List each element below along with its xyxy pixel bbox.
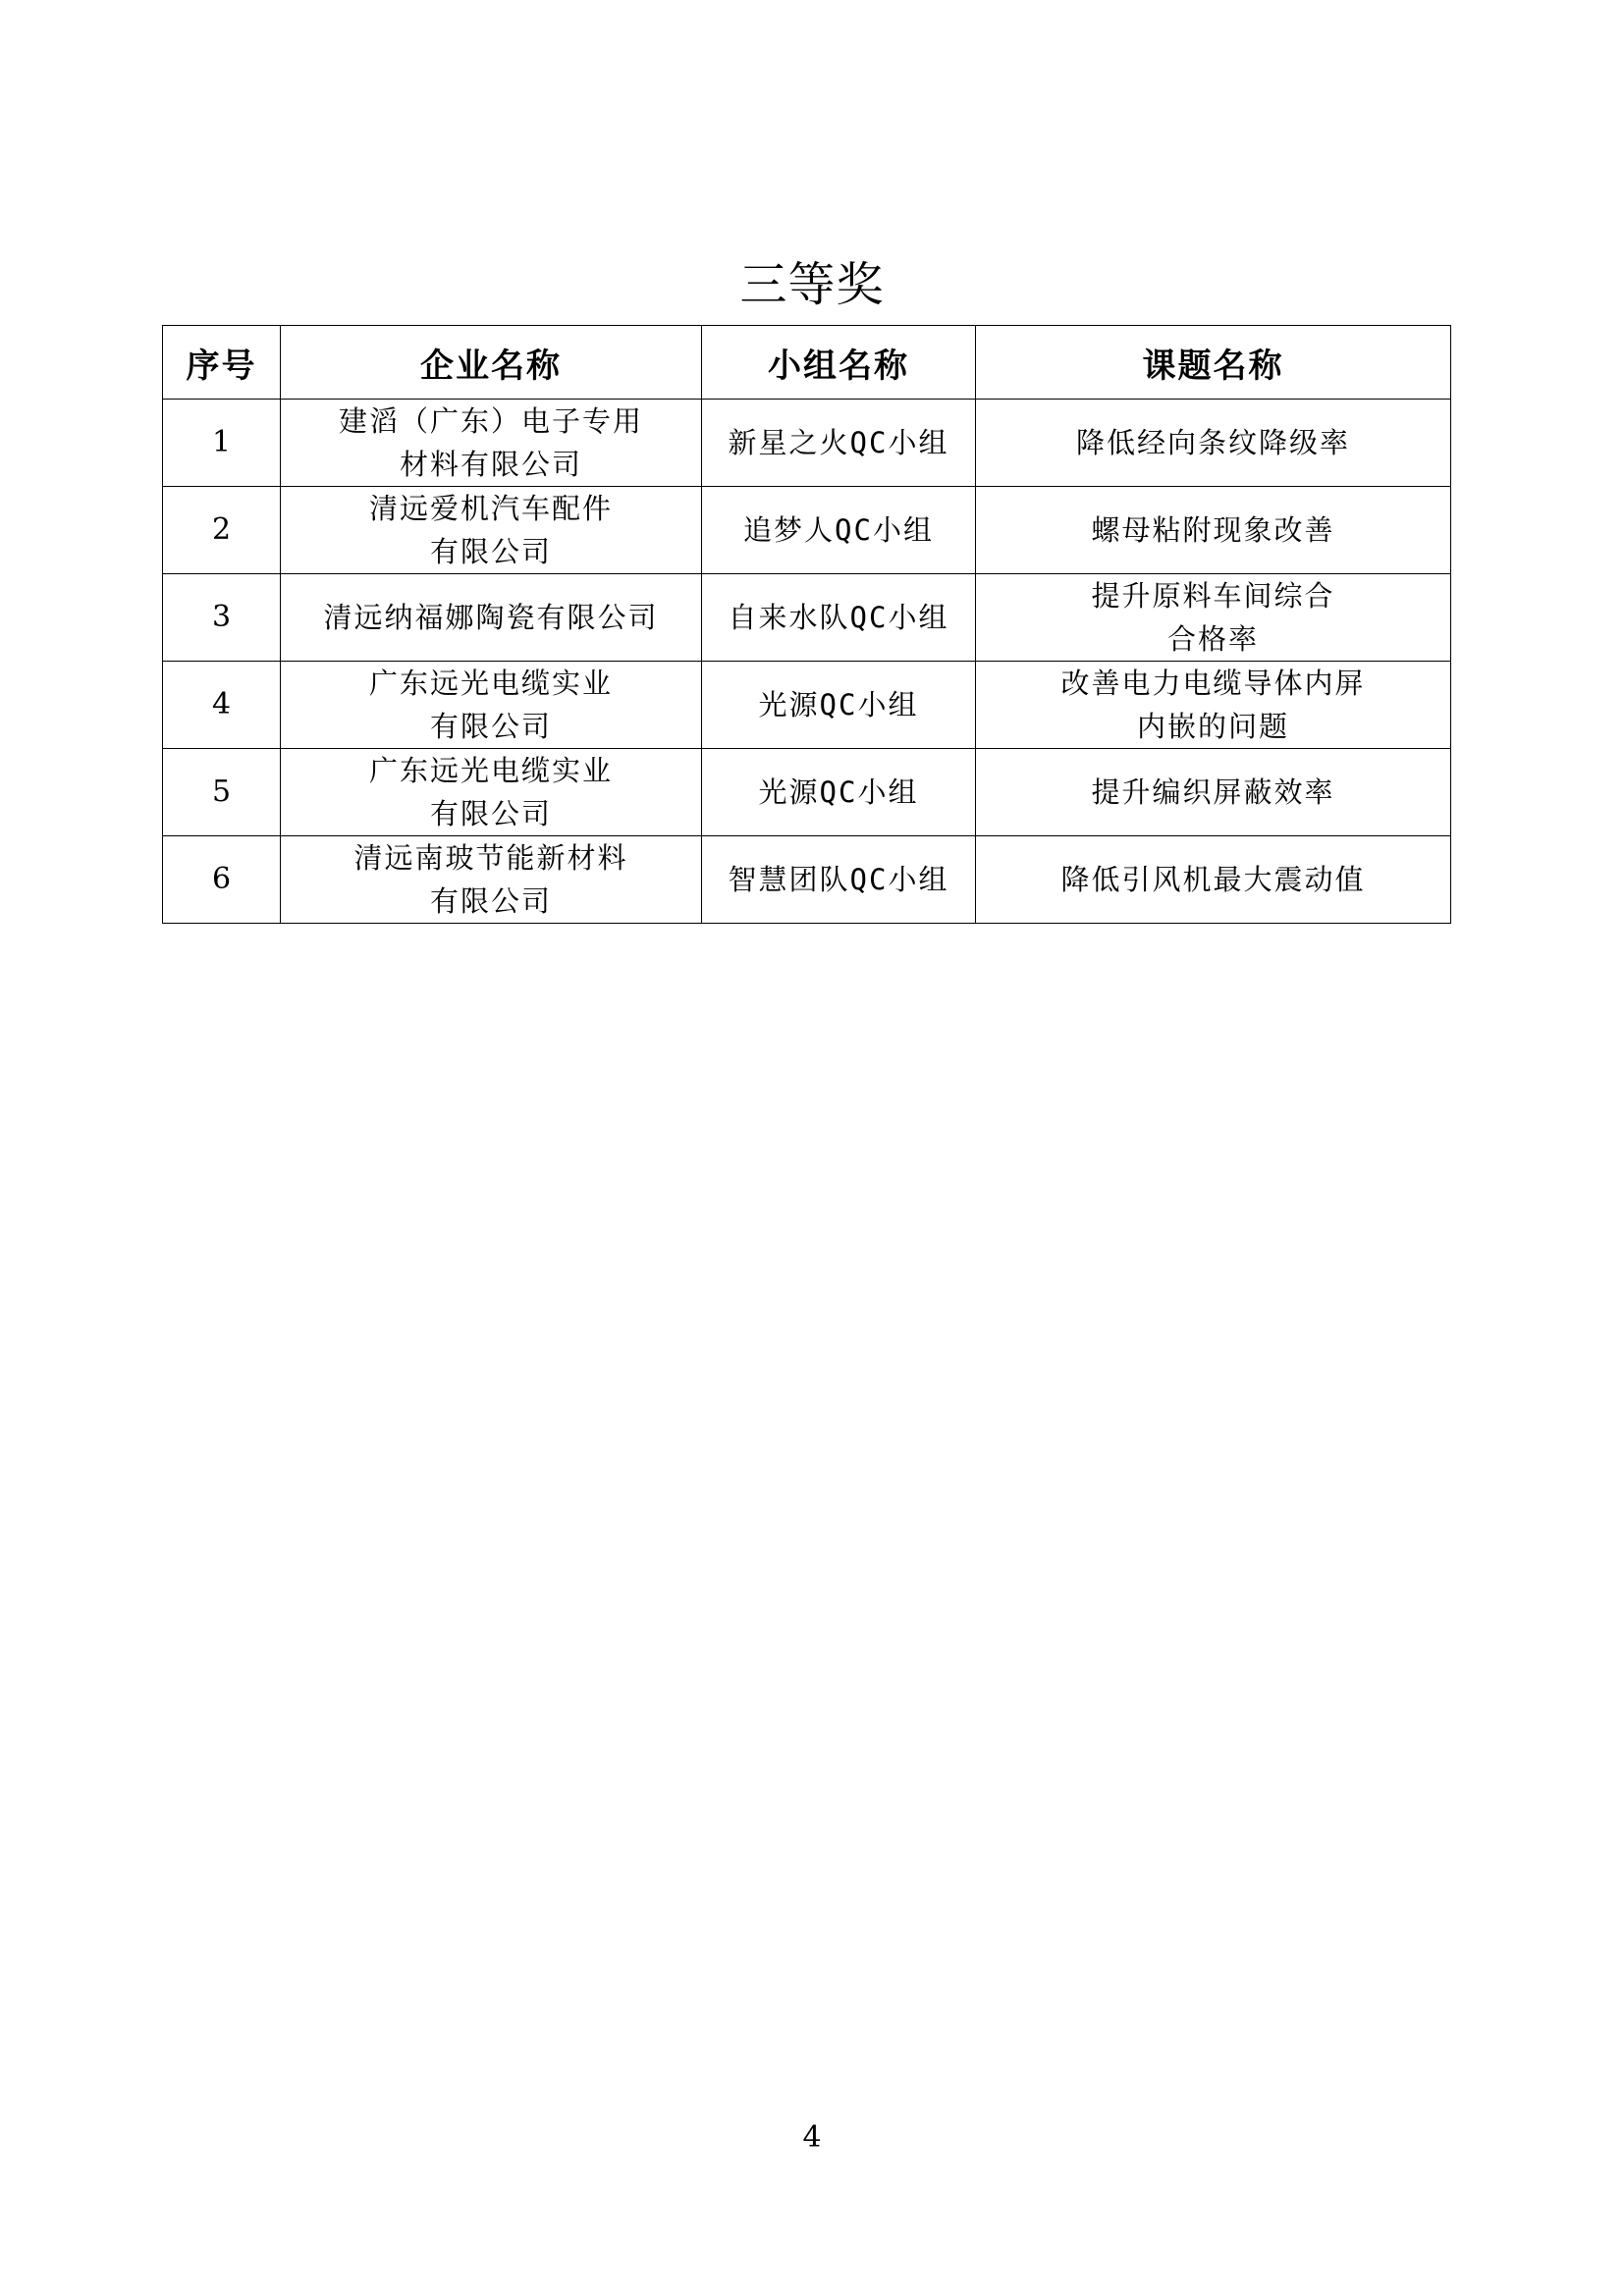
row-topic: 螺母粘附现象改善 xyxy=(976,487,1451,574)
row-topic: 降低经向条纹降级率 xyxy=(976,400,1451,487)
header-no: 序号 xyxy=(163,326,281,400)
header-group: 小组名称 xyxy=(702,326,976,400)
row-no: 1 xyxy=(163,400,281,487)
row-no: 6 xyxy=(163,836,281,924)
row-group: 智慧团队QC小组 xyxy=(702,836,976,924)
row-group: 自来水队QC小组 xyxy=(702,574,976,662)
row-topic: 提升编织屏蔽效率 xyxy=(976,749,1451,836)
table-header-row xyxy=(163,326,1451,400)
row-company: 广东远光电缆实业 有限公司 xyxy=(281,749,702,836)
row-no: 4 xyxy=(163,662,281,749)
row-topic: 提升原料车间综合 合格率 xyxy=(976,574,1451,662)
row-company: 清远南玻节能新材料 有限公司 xyxy=(281,836,702,924)
row-topic: 改善电力电缆导体内屏 内嵌的问题 xyxy=(976,662,1451,749)
header-company: 企业名称 xyxy=(281,326,702,400)
row-no: 5 xyxy=(163,749,281,836)
table-row xyxy=(163,662,1451,749)
row-no: 2 xyxy=(163,487,281,574)
row-group: 光源QC小组 xyxy=(702,749,976,836)
row-group: 光源QC小组 xyxy=(702,662,976,749)
page-title: 三等奖 xyxy=(739,257,885,312)
row-topic: 降低引风机最大震动值 xyxy=(976,836,1451,924)
table-row xyxy=(163,749,1451,836)
row-company: 清远爱机汽车配件 有限公司 xyxy=(281,487,702,574)
page-number: 4 xyxy=(802,2120,822,2155)
table-row xyxy=(163,836,1451,924)
row-group: 追梦人QC小组 xyxy=(702,487,976,574)
row-company: 广东远光电缆实业 有限公司 xyxy=(281,662,702,749)
table-row xyxy=(163,400,1451,487)
table-row xyxy=(163,487,1451,574)
award-table xyxy=(162,325,1451,924)
header-topic: 课题名称 xyxy=(976,326,1451,400)
row-company: 清远纳福娜陶瓷有限公司 xyxy=(281,574,702,662)
row-company: 建滔（广东）电子专用 材料有限公司 xyxy=(281,400,702,487)
table-row xyxy=(163,574,1451,662)
row-group: 新星之火QC小组 xyxy=(702,400,976,487)
row-no: 3 xyxy=(163,574,281,662)
